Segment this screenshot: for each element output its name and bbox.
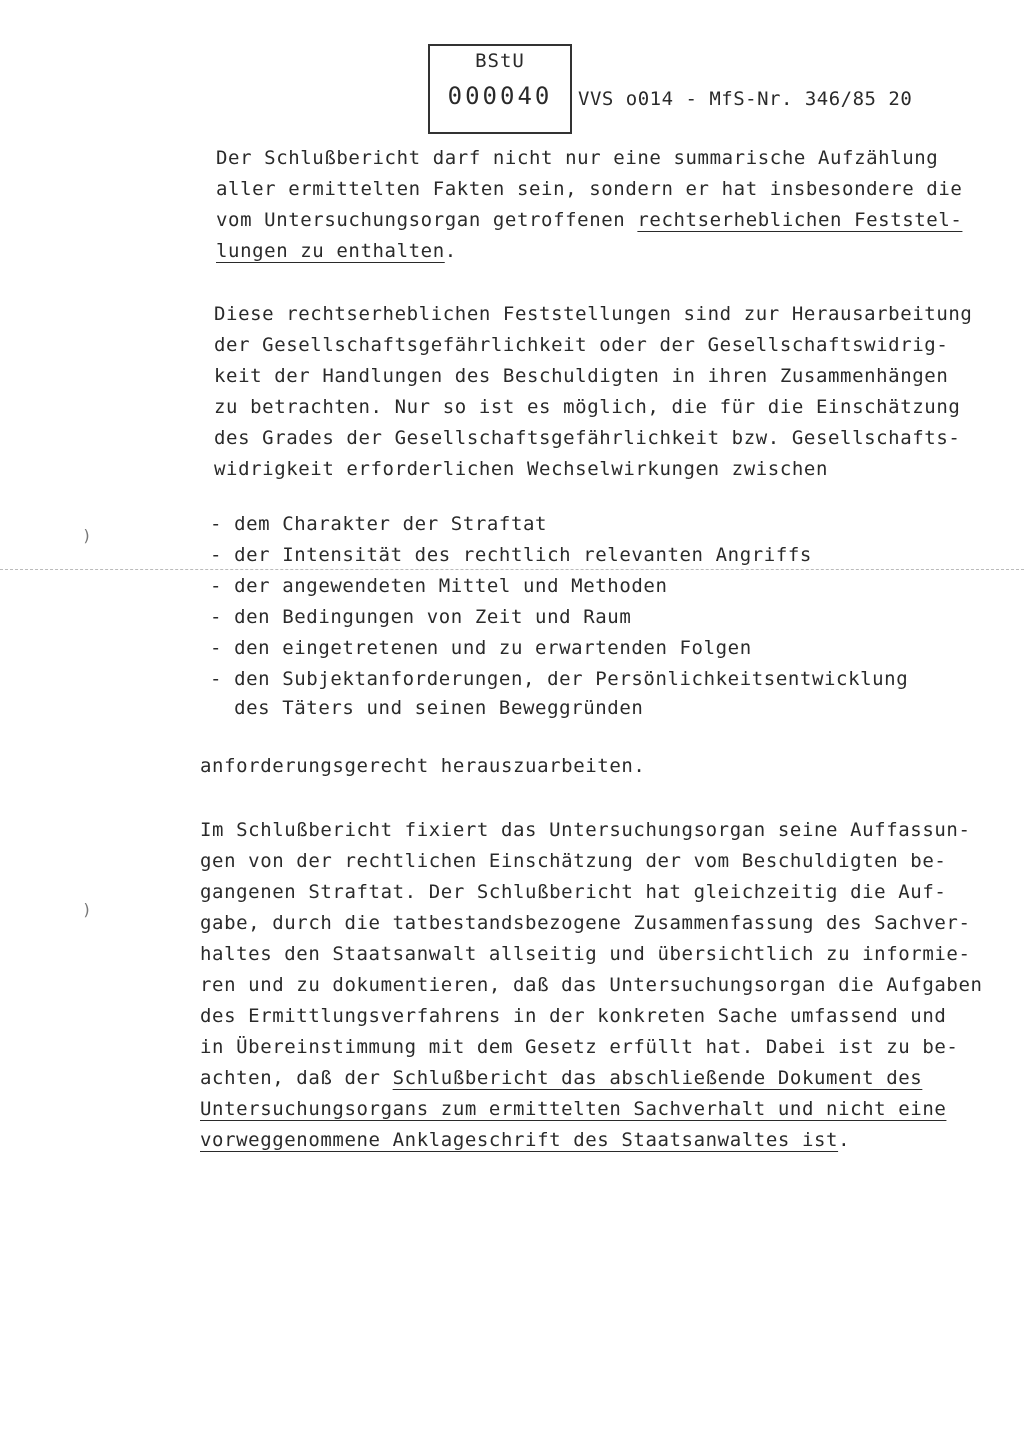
list-item: - den Subjektanforderungen, der Persönlichkeitsentwicklung: [210, 668, 909, 690]
stamp-page-number: 000040: [447, 82, 553, 110]
underlined-text: Untersuchungsorgans zum ermittelten Sachverhalt und nicht eine: [200, 1098, 947, 1120]
text-line: [216, 239, 457, 263]
text-line: [216, 208, 962, 232]
text-line: zu betrachten. Nur so ist es möglich, die für die Einschätzung: [214, 396, 961, 418]
text-line: Im Schlußbericht fixiert das Untersuchungsorgan seine Auffassun-: [200, 819, 971, 841]
text-line: der Gesellschaftsgefährlichkeit oder der Gesellschaftswidrig-: [214, 334, 949, 356]
text-line: in Übereinstimmung mit dem Gesetz erfüllt hat. Dabei ist zu be-: [200, 1036, 959, 1058]
text-line: gen von der rechtlichen Einschätzung der vom Beschuldigten be-: [200, 850, 947, 872]
bstu-stamp: [428, 44, 572, 134]
list-item: des Täters und seinen Beweggründen: [210, 697, 644, 719]
text-line: Der Schlußbericht darf nicht nur eine summarische Aufzählung: [216, 147, 939, 169]
text-line: ren und zu dokumentieren, daß das Untersuchungsorgan die Aufgaben: [200, 974, 983, 996]
text-line: gabe, durch die tatbestandsbezogene Zusammenfassung des Sachver-: [200, 912, 971, 934]
underlined-text: vorweggenommene Anklageschrift des Staatsanwaltes ist: [200, 1129, 839, 1151]
text-line: anforderungsgerecht herauszuarbeiten.: [200, 755, 646, 777]
text-line: [200, 1097, 946, 1121]
text-line: keit der Handlungen des Beschuldigten in ihren Zusammenhängen: [214, 365, 949, 387]
underlined-text: Schlußbericht das abschließende Dokument des: [392, 1067, 923, 1089]
document-reference: VVS o014 - MfS-Nr. 346/85 20: [578, 88, 913, 110]
text-segment: achten, daß der: [200, 1067, 393, 1089]
list-item: - der angewendeten Mittel und Methoden: [210, 575, 668, 597]
text-segment: .: [444, 240, 457, 262]
text-line: des Ermittlungsverfahrens in der konkreten Sache umfassend und: [200, 1005, 947, 1027]
text-segment: .: [838, 1129, 851, 1151]
text-line: Diese rechtserheblichen Feststellungen sind zur Herausarbeitung: [214, 303, 973, 325]
scan-fold-line: [0, 569, 1024, 570]
underlined-text: rechtserheblichen Feststel-: [637, 209, 963, 231]
text-segment: vom Untersuchungsorgan getroffenen: [216, 209, 638, 231]
text-line: aller ermittelten Fakten sein, sondern er hat insbesondere die: [216, 178, 963, 200]
text-line: widrigkeit erforderlichen Wechselwirkungen zwischen: [214, 458, 828, 480]
text-line: [200, 1066, 922, 1090]
list-item: - dem Charakter der Straftat: [210, 513, 548, 535]
list-item: - der Intensität des rechtlich relevanten Angriffs: [210, 544, 812, 566]
text-line: haltes den Staatsanwalt allseitig und übersichtlich zu informie-: [200, 943, 971, 965]
text-line: gangenen Straftat. Der Schlußbericht hat gleichzeitig die Auf-: [200, 881, 947, 903]
list-item: - den Bedingungen von Zeit und Raum: [210, 606, 632, 628]
stamp-archive-label: BStU: [475, 50, 525, 72]
underlined-text: lungen zu enthalten: [216, 240, 445, 262]
text-line: [200, 1128, 850, 1152]
margin-mark: ): [82, 900, 92, 919]
margin-mark: ): [82, 526, 92, 545]
text-line: des Grades der Gesellschaftsgefährlichkeit bzw. Gesellschafts-: [214, 427, 961, 449]
list-item: - den eingetretenen und zu erwartenden Folgen: [210, 637, 752, 659]
